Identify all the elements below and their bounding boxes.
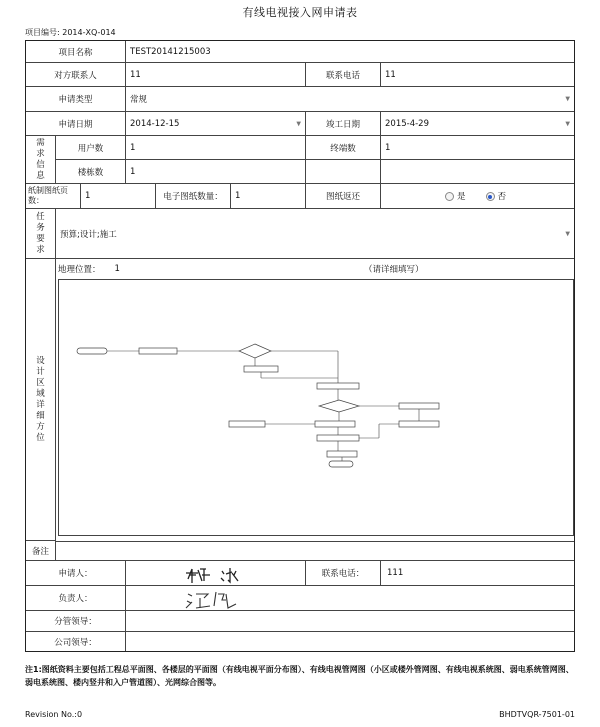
chevron-down-icon: ▼ xyxy=(565,230,570,237)
applicant-signature xyxy=(126,561,306,586)
terminals-label: 终端数 xyxy=(306,136,381,160)
applicant-phone-label: 联系电话： xyxy=(306,561,381,586)
finish-date-label: 竣工日期 xyxy=(306,112,381,136)
form-title: 有线电视接入网申请表 xyxy=(242,6,358,19)
buildings-field[interactable]: 1 xyxy=(126,160,306,184)
return-radio-group xyxy=(381,184,574,209)
contact-field[interactable]: 11 xyxy=(126,63,306,87)
remark-field[interactable] xyxy=(56,541,574,561)
paper-pages-field[interactable]: 1 xyxy=(81,184,156,209)
flowchart-image xyxy=(59,280,573,535)
terminals-field[interactable]: 1 xyxy=(381,136,574,160)
project-name-label: 项目名称 xyxy=(26,41,126,63)
apply-date-label: 申请日期 xyxy=(26,112,126,136)
e-drawings-label: 电子图纸数量： xyxy=(156,184,231,209)
location-field[interactable]: 1 xyxy=(114,264,120,274)
demand-info-label: 需求信息 xyxy=(26,136,56,184)
owner-signature-image xyxy=(126,586,574,611)
company-leader-label: 公司领导： xyxy=(26,632,126,651)
radio-checked-icon xyxy=(486,192,495,201)
owner-label: 负责人： xyxy=(26,586,126,611)
leader-signature-field[interactable] xyxy=(126,611,574,632)
apply-date-picker[interactable] xyxy=(126,112,306,136)
project-number: 项目编号: 2014-XQ-014 xyxy=(25,28,116,37)
paper-pages-label: 纸制图纸页数： xyxy=(26,184,81,209)
return-label: 图纸返还 xyxy=(306,184,381,209)
apply-type-label: 申请类型 xyxy=(26,87,126,112)
project-name-field[interactable]: TEST20141215003 xyxy=(126,41,574,63)
contact-label: 对方联系人 xyxy=(26,63,126,87)
finish-date-value: 2015-4-29 xyxy=(385,118,429,129)
return-no-option[interactable]: 否 xyxy=(486,190,507,202)
applicant-signature-image xyxy=(126,561,306,586)
chevron-down-icon: ▼ xyxy=(565,120,570,127)
location-hint: （请详细填写） xyxy=(363,265,424,275)
applicant-label: 申请人： xyxy=(26,561,126,586)
task-select[interactable] xyxy=(56,209,574,259)
e-drawings-field[interactable]: 1 xyxy=(231,184,306,209)
company-leader-signature-field[interactable] xyxy=(126,632,574,651)
finish-date-picker[interactable] xyxy=(381,112,574,136)
contact-phone-label: 联系电话 xyxy=(306,63,381,87)
revision-number: Revision No.:0 xyxy=(25,710,83,719)
users-field[interactable]: 1 xyxy=(126,136,306,160)
document-code: BHDTVQR-7501-01 xyxy=(499,710,575,719)
location-row xyxy=(56,259,574,279)
task-value: 预算;设计;施工 xyxy=(60,229,117,240)
location-diagram xyxy=(58,279,574,536)
buildings-label: 楼栋数 xyxy=(56,160,126,184)
users-label: 用户数 xyxy=(56,136,126,160)
empty-cell xyxy=(381,160,574,184)
chevron-down-icon: ▼ xyxy=(296,120,301,127)
apply-type-select[interactable] xyxy=(126,87,574,112)
applicant-phone-field[interactable]: 111 xyxy=(381,561,574,586)
empty-cell xyxy=(306,160,381,184)
footnote: 注1:图纸资料主要包括工程总平面图、各楼层的平面图（有线电视平面分布图）、有线电视管网图（小区或楼外管网图、有线电视系统图、弱电系统管网图、弱电系统图、楼内竖井和入户管道图）、光网综合图等。 xyxy=(25,665,574,687)
contact-phone-field[interactable]: 11 xyxy=(381,63,574,87)
leader-label: 分管领导： xyxy=(26,611,126,632)
location-label: 地理位置： xyxy=(58,265,101,275)
task-label: 任务要求 xyxy=(26,209,56,259)
owner-signature xyxy=(126,586,574,611)
apply-type-value: 常规 xyxy=(130,95,148,105)
design-area-label: 设计区域详细方位 xyxy=(26,259,56,541)
radio-unchecked-icon xyxy=(445,192,454,201)
return-yes-option[interactable]: 是 xyxy=(445,190,466,202)
apply-date-value: 2014-12-15 xyxy=(130,118,180,129)
chevron-down-icon: ▼ xyxy=(565,95,570,103)
remark-label: 备注 xyxy=(26,541,56,561)
